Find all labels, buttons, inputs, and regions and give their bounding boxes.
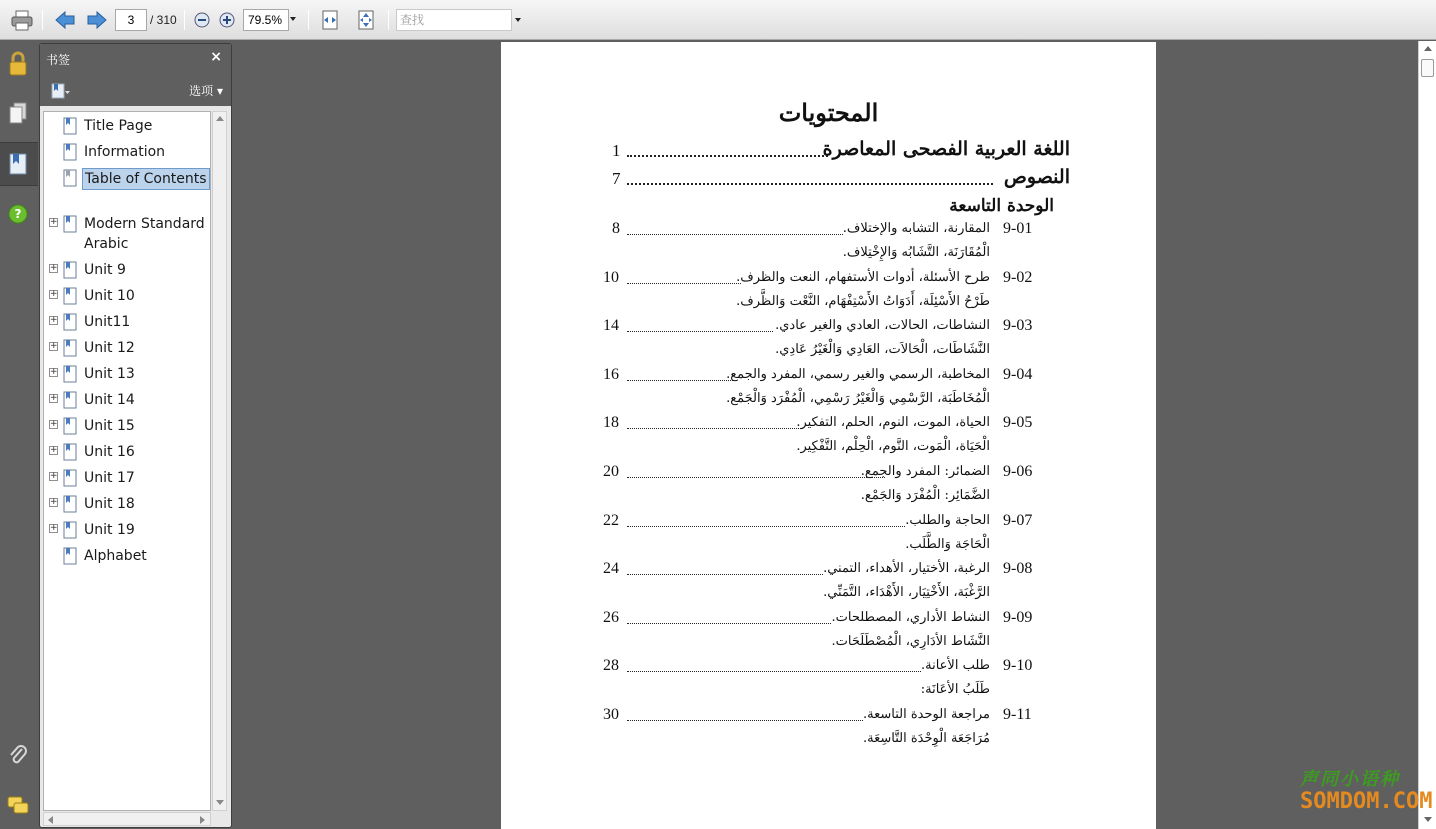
arrow-left-icon [54, 10, 76, 30]
leader-dots [627, 427, 803, 429]
entry-title[interactable]: الحاجة والطلب. [905, 512, 990, 528]
bookmark-label[interactable]: Unit 19 [84, 522, 135, 538]
bookmark-icon [63, 495, 77, 513]
bookmark-icon [63, 443, 77, 461]
bookmark-scrollbar-vertical[interactable] [212, 111, 227, 811]
pages-button[interactable] [4, 99, 32, 129]
paperclip-icon [7, 744, 29, 768]
leader-dots [627, 622, 831, 624]
bookmark-icon [63, 391, 77, 409]
panel-close-button[interactable]: × [210, 49, 222, 65]
help-icon [7, 203, 29, 225]
bookmark-scrollbar-horizontal[interactable] [43, 812, 211, 826]
bookmark-item[interactable] [44, 142, 210, 166]
zoom-out-button[interactable] [192, 8, 212, 32]
entry-code: 9-03 [1003, 317, 1033, 335]
expand-icon[interactable]: + [50, 497, 58, 507]
bookmarks-panel [39, 43, 232, 828]
entry-code: 9-09 [1003, 608, 1033, 626]
scroll-up-icon[interactable] [1424, 46, 1432, 51]
search-dropdown-icon[interactable] [515, 18, 521, 22]
attachments-button[interactable] [4, 741, 32, 771]
zoom-out-icon [194, 12, 210, 28]
previous-page-button[interactable] [52, 8, 78, 32]
watermark-chinese: 声同小语种 [1300, 769, 1400, 790]
watermark-english: SOMDOM.COM [1300, 789, 1433, 814]
entry-page-number: 20 [603, 463, 619, 480]
bookmark-label[interactable]: Unit 18 [84, 496, 135, 512]
search-input[interactable]: 查找 [396, 9, 512, 31]
bookmark-label[interactable]: Unit 14 [84, 392, 135, 408]
bookmark-icon [63, 169, 77, 187]
entry-title[interactable]: مراجعة الوحدة التاسعة. [863, 707, 990, 722]
bookmark-icon [63, 469, 77, 487]
bookmark-label[interactable]: Title Page [84, 118, 153, 134]
bookmark-label[interactable]: Unit 10 [84, 288, 135, 304]
bookmark-item[interactable] [44, 260, 210, 284]
expand-icon[interactable]: + [50, 217, 58, 227]
bookmark-icon [63, 313, 77, 331]
entry-voweled-title: النَّشَاطَات، الْحَالاَت، العَادِي وَالْغَيْرُ عَادِي. [775, 342, 990, 358]
bookmark-label[interactable]: Unit 15 [84, 418, 135, 434]
toolbar-separator [388, 10, 389, 30]
scroll-right-icon[interactable] [200, 816, 205, 824]
bookmark-item[interactable] [44, 364, 210, 388]
leader-dots [627, 330, 773, 332]
bookmark-item[interactable] [44, 338, 210, 362]
bookmark-label[interactable]: Modern Standard Arabic [84, 216, 205, 252]
entry-voweled-title: الْحَيَاة، الْمَوت، النَّوم، الْحِلْم، التَّفْكِير. [796, 439, 990, 455]
bookmark-item[interactable] [44, 546, 210, 570]
entry-page-number: 26 [603, 608, 619, 626]
leader-dots [627, 573, 823, 575]
section-page-number: 1 [612, 141, 621, 160]
entry-title[interactable]: الحياة، الموت، النوم، الحلم، التفكير. [796, 415, 990, 431]
entry-title[interactable]: طلب الأعانة. [920, 658, 990, 674]
section-title[interactable]: النصوص [1003, 166, 1070, 188]
options-menu[interactable]: 选项 ▾ [189, 84, 223, 98]
bookmark-label[interactable]: Unit 16 [84, 444, 135, 460]
bookmark-item[interactable] [44, 116, 210, 140]
expand-icon[interactable]: + [50, 315, 58, 325]
leader-dots [627, 719, 863, 721]
scrollbar-thumb[interactable] [1421, 59, 1434, 77]
expand-icon[interactable]: + [50, 523, 58, 533]
entry-code: 9-04 [1003, 365, 1033, 383]
entry-voweled-title: الْمُخَاطَبَة، الرَّسْمِي وَالْغَيْرُ رَسْمِي، الْمُفْرَد وَالْجَمْع. [726, 390, 990, 406]
entry-page-number: 30 [603, 706, 619, 723]
entry-voweled-title: الرَّغْبَة، الأَخْتِيَار، الأَهْدَاء، التَّمَنِّي. [823, 585, 990, 601]
bookmark-icon [63, 261, 77, 279]
scroll-down-icon[interactable] [1424, 817, 1432, 822]
bookmark-icon [63, 417, 77, 435]
fit-page-icon [356, 10, 376, 30]
expand-icon[interactable]: + [50, 367, 58, 377]
bookmark-label[interactable]: Unit 12 [84, 340, 135, 356]
entry-voweled-title: الْحَاجَة وَالطَّلَب. [905, 536, 990, 552]
panel-header [40, 44, 231, 72]
entry-page-number: 14 [603, 317, 619, 335]
bookmark-tree [43, 111, 211, 811]
bookmark-item[interactable] [44, 168, 210, 212]
bookmark-options-icon[interactable] [50, 82, 72, 100]
bookmark-label[interactable]: Information [84, 144, 166, 160]
entry-code: 9-06 [1003, 463, 1033, 480]
page-total: / 310 [150, 13, 177, 27]
entry-title[interactable]: الرغبة، الأختيار، الأهداء، التمني. [823, 561, 990, 577]
bookmark-icon [63, 547, 77, 565]
toolbar-separator [42, 10, 43, 30]
navigation-rail [0, 41, 36, 829]
document-scrollbar[interactable] [1418, 41, 1436, 829]
leader-dots [627, 379, 733, 381]
expand-icon[interactable]: + [50, 445, 58, 455]
bookmarks-icon [7, 151, 29, 177]
entry-page-number: 28 [603, 657, 619, 675]
fit-page-button[interactable] [354, 8, 378, 32]
entry-title[interactable]: النشاطات، الحالات، العادي والغير عادي. [775, 318, 990, 334]
lock-icon [7, 51, 29, 77]
bookmark-item[interactable] [44, 468, 210, 492]
bookmark-item[interactable] [44, 286, 210, 310]
bookmark-icon [63, 287, 77, 305]
entry-voweled-title: النَّشَاط الأدَارِي، الْمُصْطَلَحَات. [831, 633, 990, 649]
security-button[interactable] [4, 49, 32, 79]
bookmark-item[interactable] [44, 214, 210, 258]
bookmark-item[interactable] [44, 442, 210, 466]
leader-dots [627, 670, 921, 672]
entry-voweled-title: الْمُقَارَنَة، التَّشَابُه وَالإِخْتِلاف. [842, 245, 990, 260]
entry-title[interactable]: المقارنة، التشابه والإختلاف. [842, 221, 990, 236]
entry-page-number: 16 [603, 365, 619, 383]
expand-icon[interactable]: + [50, 471, 58, 481]
bookmarks-button[interactable] [4, 149, 32, 179]
leader-dots [627, 282, 741, 284]
svg-text:?: ? [14, 207, 22, 221]
panel-title: 书签 [46, 53, 71, 67]
bookmark-item[interactable] [44, 494, 210, 518]
zoom-level-input[interactable]: 79.5% [243, 9, 289, 31]
entry-voweled-title: طَلَبُ الأعَانَة: [920, 682, 990, 698]
watermark-logo [1296, 765, 1433, 825]
bookmark-label[interactable]: Table of Contents [82, 168, 210, 190]
leader-dots [627, 233, 843, 235]
expand-icon[interactable]: + [50, 419, 58, 429]
bookmark-item[interactable] [44, 312, 210, 336]
entry-page-number: 22 [603, 511, 619, 529]
next-page-button[interactable] [84, 8, 110, 32]
zoom-dropdown-icon[interactable] [290, 17, 296, 21]
print-button[interactable] [8, 8, 36, 32]
bookmark-label[interactable]: Unit 13 [84, 366, 135, 382]
section-title[interactable]: اللغة العربية الفصحى المعاصرة [822, 138, 1070, 160]
entry-page-number: 8 [612, 220, 620, 237]
fit-width-button[interactable] [318, 8, 342, 32]
expand-icon[interactable]: + [50, 393, 58, 403]
entry-voweled-title: طَرْحُ الأَسْئِلَة، أَدَوَاتُ الأَسْتِفْهَام، النَّعْت وَالظَّرف. [736, 293, 990, 309]
entry-code: 9-01 [1003, 220, 1033, 237]
bookmark-icon [63, 521, 77, 539]
entry-code: 9-05 [1003, 414, 1033, 432]
entry-code: 9-10 [1003, 657, 1033, 675]
pages-icon [7, 101, 29, 127]
fit-width-icon [320, 10, 340, 30]
printer-icon [10, 9, 34, 31]
expand-icon[interactable]: + [50, 289, 58, 299]
entry-code: 9-07 [1003, 511, 1033, 529]
help-button[interactable] [4, 199, 32, 229]
entry-page-number: 10 [603, 268, 619, 286]
unit-title: الوحدة التاسعة [949, 196, 1054, 216]
entry-page-number: 18 [603, 414, 619, 432]
entry-page-number: 24 [603, 560, 619, 578]
zoom-in-icon [219, 12, 235, 28]
comments-icon [6, 795, 30, 817]
entry-title[interactable]: طرح الأسئلة، أدوات الأستفهام، النعت والظرف. [736, 269, 990, 285]
bookmark-label[interactable]: Unit 9 [84, 262, 126, 278]
entry-code: 9-11 [1003, 706, 1032, 723]
bookmark-item[interactable] [44, 416, 210, 440]
leader-dots [627, 155, 828, 157]
scroll-left-icon[interactable] [48, 816, 53, 824]
entry-title[interactable]: المخاطبة، الرسمي والغير رسمي، المفرد والجمع. [726, 366, 990, 382]
toolbar-separator [308, 10, 309, 30]
entry-title[interactable]: الضمائر: المفرد والجمع. [860, 464, 990, 479]
arrow-right-icon [86, 10, 108, 30]
toolbar-separator [184, 10, 185, 30]
bookmark-icon [63, 117, 77, 135]
entry-voweled-title: الضَّمَائِر: الْمُفْرَد وَالجَمْع. [860, 488, 990, 503]
toc-heading: المحتويات [778, 98, 879, 127]
leader-dots [627, 525, 905, 527]
scroll-up-icon[interactable] [216, 116, 224, 121]
comments-button[interactable] [4, 791, 32, 821]
bookmark-item[interactable] [44, 520, 210, 544]
bookmark-label[interactable]: Alphabet [84, 548, 147, 564]
leader-dots [627, 476, 885, 478]
bookmark-item[interactable] [44, 390, 210, 414]
bookmark-icon [63, 365, 77, 383]
scroll-down-icon[interactable] [216, 800, 224, 805]
expand-icon[interactable]: + [50, 263, 58, 273]
expand-icon[interactable]: + [50, 341, 58, 351]
section-page-number: 7 [612, 169, 621, 188]
bookmark-icon [63, 215, 77, 233]
bookmark-label[interactable]: Unit 17 [84, 470, 135, 486]
page-number-input[interactable]: 3 [115, 9, 147, 31]
entry-title[interactable]: النشاط الأداري، المصطلحات. [831, 609, 990, 625]
bookmark-icon [63, 143, 77, 161]
document-page [501, 42, 1156, 829]
bookmark-label[interactable]: Unit11 [84, 314, 131, 330]
toolbar [0, 0, 1436, 40]
entry-code: 9-08 [1003, 560, 1033, 578]
entry-code: 9-02 [1003, 268, 1033, 286]
zoom-in-button[interactable] [217, 8, 237, 32]
entry-voweled-title: مُرَاجَعَة الْوِحْدَة التَّاسِعَة. [863, 731, 990, 746]
bookmark-icon [63, 339, 77, 357]
leader-dots [627, 183, 993, 185]
